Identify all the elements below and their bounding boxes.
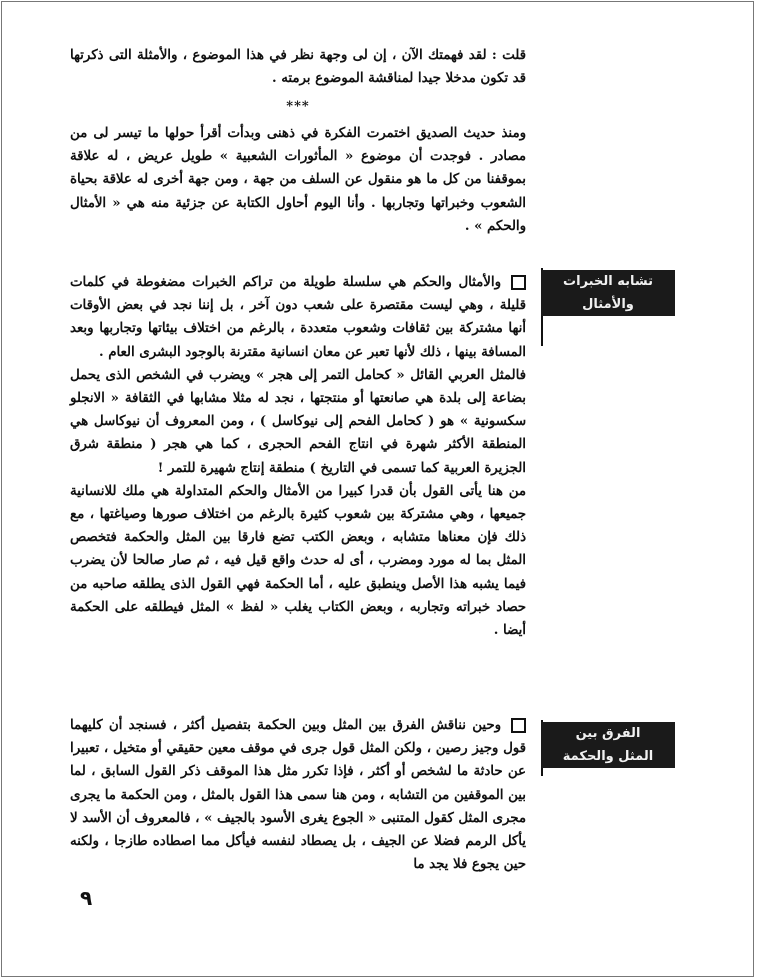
page-number: ٩	[80, 886, 93, 910]
paragraph-box-marker	[511, 718, 526, 733]
section-2-paragraph-1: وحين نناقش الفرق بين المثل وبين الحكمة بتفصيل أكثر ، فسنجد أن كليهما قول وجيز رصين ، ولكن المثل قول جرى في موقف معين حقيقي أو متخيل ، تعبيرا عن حادثة ما لشخص أو أكثر ، فإذا تكرر مثل هذا الموقف ذكر القول السابق ، لما بين الموقفين من التشابه ، ومن هنا سمى هذا القول بالمثل ، ومن الحكمة ما يجرى مجرى المثل كقول المتنبى « الجوع يغرى الأسود بالجيف » ، فالمعروف أن الأسد لا يأكل الرمم فضلا عن الجيف ، بل يصطاد لنفسه فيأكل مما اصطاده طازجا ، ولكنه حين يجوع فلا يجد ما	[70, 718, 526, 873]
intro-text-1: قلت : لقد فهمتك الآن ، إن لى وجهة نظر في هذا الموضوع ، والأمثلة التى ذكرتها قد تكون مدخلا جيدا لمناقشة الموضوع برمته .	[70, 48, 526, 87]
section-1-paragraph-3: من هنا يأتى القول بأن قدرا كبيرا من الأمثال والحكم المتداولة هي ملك للانسانية جميعها ، وهي مشتركة بين شعوب كثيرة بالرغم من اختلاف صورها وصياغتها ، مع ذلك فإن معناها متشابه ، وبعض الكتب تضع فارقا بين المثل والحكمة فتخصص المثل بما له مورد ومضرب ، أى له حدث واقع قيل فيه ، ثم صار صالحا لأن يضرب فيما يشبه هذا الأصل وينطبق عليه ، أما الحكمة فهي القول الذى يطلقه صاحبه من حصاد خبراته وتجاربه ، وبعض الكتاب يغلب « لفظ » المثل فيطلقه على الحكمة أيضا .	[70, 483, 526, 639]
side-heading-similar-experiences	[541, 270, 675, 316]
section-2-body	[70, 714, 526, 876]
intro-paragraph-2	[70, 122, 526, 238]
side-heading-1-line-2: والأمثال	[582, 297, 634, 312]
intro-text-2: ومنذ حديث الصديق اختمرت الفكرة في ذهنى وبدأت أقرأ حولها ما تيسر لى من مصادر . فوجدت أن موضوع « المأثورات الشعبية » طويل عريض ، له علاقة بموقفنا من كل ما هو منقول عن السلف من جهة ، ومن جهة أخرى له علاقة بحياة الشعوب وخبراتها وتجاربها . وأنا اليوم أحاول الكتابة عن جزئية منه هي « الأمثال والحكم » .	[70, 126, 526, 234]
side-heading-2-line-2: المثل والحكمة	[562, 749, 654, 764]
section-separator-stars: ***	[286, 99, 310, 114]
side-heading-proverb-vs-wisdom	[541, 722, 675, 768]
section-1-paragraph-2: فالمثل العربي القائل « كحامل التمر إلى هجر » ويضرب في الشخص الذى يحمل بضاعة إلى بلدة هي صانعتها أو منتجتها ، نجد له مثلا مشابها في الثقافة « الانجلو سكسونية » هو ( كحامل الفحم إلى نيوكاسل ) ، ومن المعروف أن نيوكاسل هي المنطقة الأكثر شهرة في انتاج الفحم الحجرى ، كما هي هجر ( منطقة شرق الجزيرة العربية كما تسمى في التاريخ ) منطقة إنتاج شهيرة للتمر !	[70, 367, 526, 476]
section-1-body	[70, 271, 526, 642]
side-heading-1-line-1: تشابه الخبرات	[563, 274, 653, 289]
side-heading-2-line-1: الفرق بين	[575, 726, 641, 741]
paragraph-box-marker	[511, 275, 526, 290]
section-1-paragraph-1: والأمثال والحكم هي سلسلة طويلة من تراكم الخبرات مضغوطة في كلمات قليلة ، وهي ليست مقتصرة على شعب دون آخر ، بل إننا نجد في بعض الأوقات أنها مشتركة بين ثقافات وشعوب متعددة ، بالرغم من اختلاف بيئاتها وتجاربها وبعد المسافة بينها ، ذلك لأنها تعبر عن معان انسانية مقترنة بالوجود البشرى العام .	[70, 275, 526, 360]
intro-paragraph-1	[70, 44, 526, 90]
